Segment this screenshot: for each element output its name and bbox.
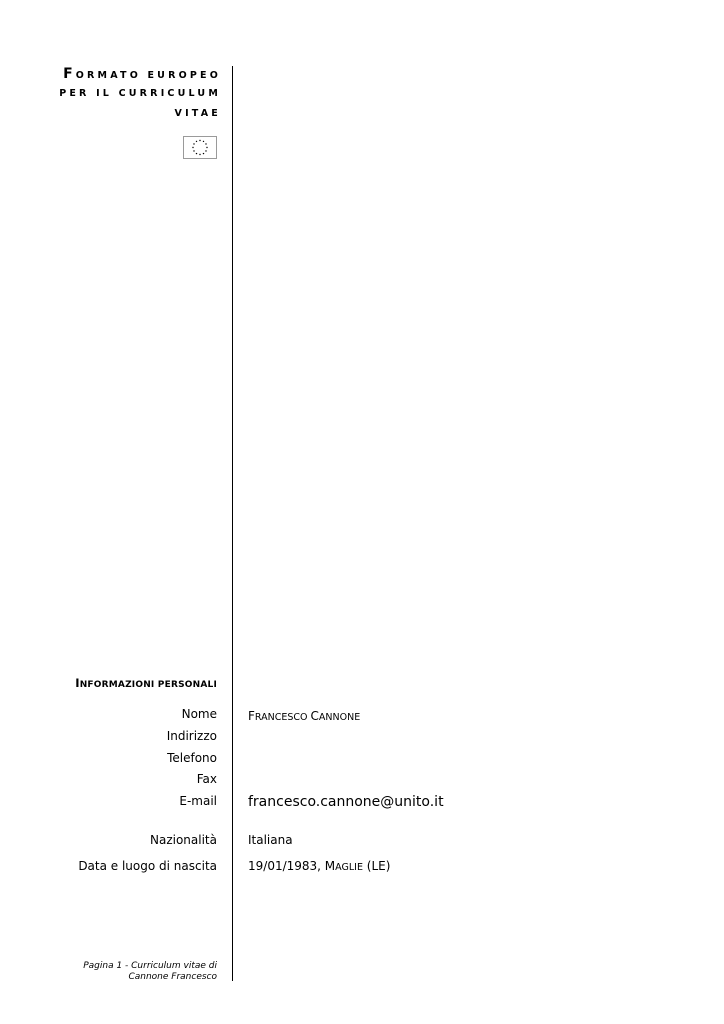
value-nazionalita: Italiana (248, 833, 293, 847)
document-title-line-2: PER IL CURRICULUM (59, 88, 221, 99)
section-heading-personal-info: INFORMAZIONI PERSONALI (75, 676, 217, 690)
label-data-luogo-nascita: Data e luogo di nascita (78, 859, 217, 873)
value-data-luogo-nascita: 19/01/1983, MAGLIE (LE) (248, 859, 391, 873)
value-email[interactable]: francesco.cannone@unito.it (248, 794, 444, 810)
footer-line-2: Cannone Francesco (128, 972, 217, 982)
label-fax: Fax (196, 772, 217, 786)
document-title-line-3: VITAE (174, 108, 221, 119)
label-telefono: Telefono (167, 751, 217, 765)
column-divider (232, 66, 233, 981)
value-nome: FRANCESCO CANNONE (248, 709, 361, 723)
document-title-line-1: FORMATO EUROPEO (63, 66, 221, 82)
eu-flag-icon (183, 136, 217, 159)
label-nome: Nome (181, 707, 217, 721)
page-footer (83, 961, 217, 983)
label-indirizzo: Indirizzo (166, 729, 217, 743)
footer-line-1: Pagina 1 - Curriculum vitae di (83, 961, 217, 971)
label-email: E-mail (179, 794, 217, 808)
label-nazionalita: Nazionalità (150, 833, 217, 847)
